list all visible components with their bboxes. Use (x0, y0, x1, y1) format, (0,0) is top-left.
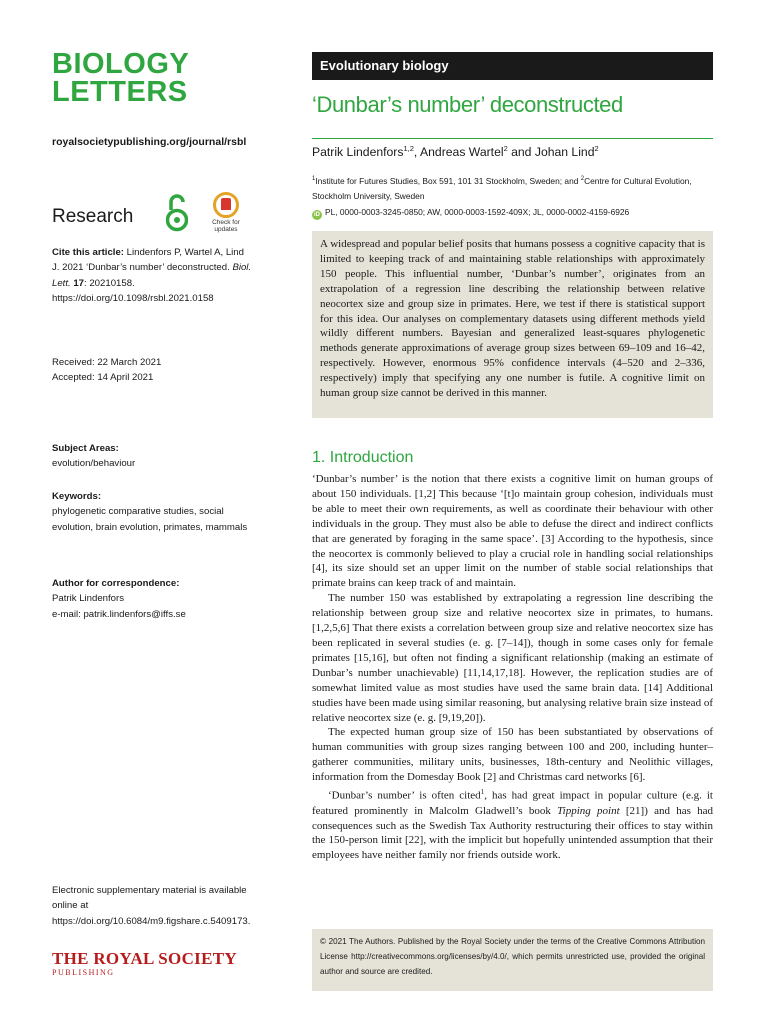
subject-block (52, 441, 252, 472)
citation-volume: 17 (73, 277, 85, 289)
section-label: Evolutionary biology (312, 52, 713, 80)
keywords-value: phylogenetic comparative studies, social evolution, brain evolution, primates, mammals (52, 506, 248, 533)
title-divider (312, 138, 713, 139)
author-name: Johan Lind (534, 145, 595, 160)
royal-society-logo (52, 950, 237, 977)
affil-sup: 1 (312, 176, 316, 182)
orcid-ids: PL, 0000-0003-3245-0850; AW, 0000-0003-1592-409X; JL, 0000-0002-4159-6926 (325, 207, 630, 217)
logo-line2: LETTERS (52, 76, 188, 108)
citation-block (52, 245, 252, 306)
paragraph-text: [21]) and has had consequences such as the Swedish Tax Authority restructuring their offices to stay within the 150-person limit [22], with the implicit but hopefully unintended assumption that their employees have neither family nor friends outside work. (312, 804, 714, 862)
publisher-line1: THE ROYAL SOCIETY (52, 949, 237, 968)
abstract: A widespread and popular belief posits that humans possess a cognitive capacity that is limited to keeping track of and maintaining stable relationships with approximately 150 people. This influential number, ‘Dunbar’s number’, originates from an extrapolation of a regression line describing the relationship between relative neocortex size and group size in primates. Here, we test if there is statistical support for this idea. Our analyses on complementary datasets using different methods yield wildly different numbers. Bayesian and generalized least-squares phylogenetic methods generate approximations of average group sizes between 69–109 and 16–42, respectively. However, enormous 95% confidence intervals (4–520 and 2–336, respectively) imply that specifying any one number is futile. A cognitive limit on human group size cannot be derived in this manner. (312, 231, 713, 418)
accepted-date: Accepted: 14 April 2021 (52, 372, 154, 384)
article-title: ‘Dunbar’s number’ deconstructed (312, 92, 623, 117)
subject-value: evolution/behaviour (52, 458, 136, 470)
article-type: Research (52, 206, 134, 227)
affiliations (312, 172, 713, 204)
check-updates-icon (213, 192, 239, 218)
supplementary-note: Electronic supplementary material is available online at https://doi.org/10.6084/m9.figshare.c.5409173. (52, 885, 251, 927)
affiliation-1: Institute for Futures Studies, Box 591, 101 31 Stockholm, Sweden; and (315, 175, 581, 186)
correspondence-label: Author for correspondence: (52, 578, 180, 589)
correspondence-email[interactable]: e-mail: patrik.lindenfors@iffs.se (52, 608, 186, 620)
correspondence-block (52, 576, 252, 622)
publisher-line2: PUBLISHING (52, 968, 115, 977)
logo-line1: BIOLOGY (52, 48, 190, 80)
author-affil-sup: 2 (594, 144, 599, 153)
author-separator: and (507, 145, 535, 160)
journal-logo (52, 50, 252, 106)
dates-block (52, 355, 252, 386)
keywords-block (52, 489, 252, 535)
citation-journal: Biol. Lett. (52, 262, 252, 289)
citation-label: Cite this article: (52, 247, 124, 258)
paragraph (312, 785, 713, 863)
correspondence-name: Patrik Lindenfors (52, 593, 124, 605)
author-affil-sup: 1,2 (403, 144, 414, 153)
paragraph-text: ‘Dunbar’s number’ is often cited (328, 789, 481, 802)
paragraph: The number 150 was established by extrapolating a regression line describing the relationship between group size and relative neocortex size in primates, to humans. [1,2,5,6] That there exists a correlation between group size and relative neocortex size has been replicated in several studies (e. g. [7–14]), though in some cases only for female primates [15,16], but often not finding a significant relationship (making an estimate of Dunbar’s number unachievable) [11,14,17,18]. However, the replication studies are of somewhat limited value as most studies have used the same brain data. [14] Additional studies have been made using similar reasoning, but analysing relative brain size instead of relative neocortex size (e. g. [9,19,20]). (312, 592, 713, 724)
intro-heading: 1. Introduction (312, 449, 414, 466)
author-name: Patrik Lindenfors (312, 145, 404, 160)
intro-body (312, 472, 713, 863)
received-date: Received: 22 March 2021 (52, 357, 162, 368)
author-list (312, 144, 599, 159)
check-for-updates-badge[interactable] (206, 192, 246, 234)
paragraph-text: , has had great impact in popular culture (e.g. it featured prominently in Malcolm Gladwell’s book (312, 789, 713, 817)
citation-page: : 20210158. (84, 277, 135, 289)
author-separator: , (413, 145, 421, 160)
orcid-list (312, 207, 713, 220)
check-updates-label: Check for updates (212, 219, 240, 233)
orcid-icon: iD (314, 212, 320, 218)
author-affil-sup: 2 (503, 144, 508, 153)
paragraph: The expected human group size of 150 has been substantiated by observations of human communities with group sizes ranging between 100 and 200, including hunter–gatherer communities, military units, businesses, 18th-century and Neolithic villages, information from the Domesday Book [2] and Christmas card networks [6]. (312, 726, 713, 784)
journal-url-link[interactable]: royalsocietypublishing.org/journal/rsbl (52, 136, 247, 148)
subject-label: Subject Areas: (52, 443, 119, 454)
license-notice: © 2021 The Authors. Published by the Royal Society under the terms of the Creative Commons Attribution License http://creativecommons.org/licenses/by/4.0/, which permits unrestricted use, provided the original author and source are credited. (312, 929, 713, 991)
citation-doi-link[interactable]: https://doi.org/10.1098/rsbl.2021.0158 (52, 292, 214, 304)
open-access-icon (166, 192, 188, 234)
affiliation-2: Centre for Cultural Evolution, Stockholm University, Sweden (312, 175, 692, 201)
author-name: Andreas Wartel (420, 145, 504, 160)
citation-text: Lindenfors P, Wartel A, Lind J. 2021 ‘Dunbar’s number’ deconstructed. (52, 247, 244, 274)
book-title: Tipping point (557, 804, 620, 817)
paragraph: ‘Dunbar’s number’ is the notion that there exists a cognitive limit on human groups of about 150 individuals. [1,2] This because ‘[t]o maintain group cohesion, individuals must be able to meet their own requirements, as well as coordinate their behaviour with other individuals in the group. They must also be able to defuse the direct and indirect conflicts that are generated by foraging in the same space’. [3] According to the hypothesis, since the neocortex is commonly believed to play a crucial role in handling social relationships [4], its size should set an upper limit on the number of stable social relationships that primate brains can keep track of and maintain. (312, 473, 713, 590)
footnote-marker: 1 (480, 788, 485, 797)
keywords-label: Keywords: (52, 491, 102, 502)
affil-sup: 2 (580, 176, 585, 182)
